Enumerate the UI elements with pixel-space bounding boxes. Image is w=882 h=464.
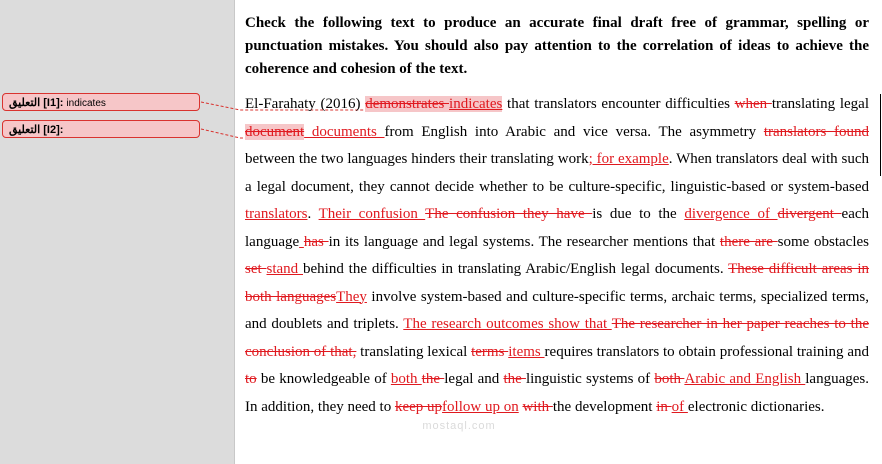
text-run: that translators encounter difficulties	[502, 96, 735, 112]
deletion: divergent	[777, 206, 842, 222]
insertion: translators	[245, 206, 308, 222]
text-run: electronic dictionaries.	[687, 398, 825, 415]
text-run: in its language and legal systems. The researcher mentions that	[328, 233, 720, 250]
deletion: the	[503, 371, 526, 387]
document-page	[245, 0, 869, 421]
insertion: documents	[304, 123, 385, 140]
text-run: .	[307, 206, 319, 222]
insertion: divergence of	[684, 206, 778, 222]
deletion-commented: demonstrates	[365, 96, 450, 112]
text-run: the development	[552, 398, 657, 415]
insertion: both	[390, 371, 422, 387]
insertion: The research outcomes show that	[403, 316, 612, 332]
insertion: stand	[266, 261, 303, 277]
comments-margin-pane	[0, 0, 235, 464]
insertion: items	[508, 343, 545, 360]
insertion: They	[336, 288, 367, 305]
comment-tag: التعليق [I2]:	[9, 124, 64, 136]
text-run: translating legal	[771, 96, 870, 112]
comment-text: indicates	[66, 98, 106, 109]
text-run: between the two languages hinders their translating work	[245, 151, 589, 167]
text-run: linguistic systems of	[525, 371, 655, 387]
deletion: translators found	[763, 123, 869, 140]
text-run: be knowledgeable of	[256, 371, 391, 387]
text-run: some obstacles	[777, 233, 869, 250]
text-run: translating lexical	[356, 343, 472, 360]
deletion: both	[654, 371, 685, 387]
deletion: there are	[719, 233, 778, 250]
deletion: has	[303, 233, 329, 250]
text-run: requires translators to obtain professional training and	[544, 343, 869, 360]
insertion: ; for example	[588, 151, 669, 167]
deletion: when	[734, 96, 772, 112]
deletion: The researcher in her paper reaches to the conclusion of that,	[245, 316, 869, 360]
text-run: involve system-based and culture-specific terms, archaic terms, specialized terms, and doublets and triplets.	[245, 288, 869, 332]
text-run: behind the difficulties in translating Arabic/English legal documents.	[303, 261, 729, 277]
insertion: Arabic and English	[684, 371, 806, 387]
comment-balloon-1[interactable]	[2, 93, 200, 111]
text-run: languages. In addition, they need to	[245, 371, 869, 415]
deletion: The confusion they have	[425, 206, 593, 222]
insertion: of	[671, 398, 688, 415]
change-bar	[880, 94, 881, 176]
insertion: follow up on	[442, 398, 519, 415]
text-run: El-Farahaty (2016)	[245, 96, 366, 112]
comment-tag: التعليق [I1]:	[9, 97, 64, 109]
text-run: . When translators deal with such a legal document, they cannot decide whether to be culture-specific, linguistic-based or system-based	[245, 151, 869, 195]
text-run: is due to the	[592, 206, 685, 222]
text-run: legal and	[444, 371, 504, 387]
deletion: keep up	[394, 398, 443, 415]
deletion: These difficult areas in both languages	[245, 261, 869, 305]
deletion: terms	[471, 343, 509, 360]
insertion: Their confusion	[318, 206, 426, 222]
deletion: in	[656, 398, 672, 415]
tracked-changes-paragraph	[245, 91, 869, 421]
deletion: set	[245, 261, 267, 277]
task-instructions: Check the following text to produce an accurate final draft free of grammar, spelling or punctuation mistakes. You should also pay attention to the correlation of ideas to achieve the coherence and cohesion of the text.	[245, 15, 869, 77]
deletion: to	[245, 371, 257, 387]
watermark-logo: mostaql.com	[422, 420, 496, 432]
text-run: each language	[245, 206, 870, 250]
insertion-commented: indicates	[449, 96, 503, 112]
deletion: the	[421, 371, 445, 387]
comment-balloon-2[interactable]	[2, 120, 200, 138]
text-run: from English into Arabic and vice versa. The asymmetry	[384, 123, 764, 140]
deletion-commented: document	[245, 123, 305, 140]
deletion: with	[522, 398, 553, 415]
